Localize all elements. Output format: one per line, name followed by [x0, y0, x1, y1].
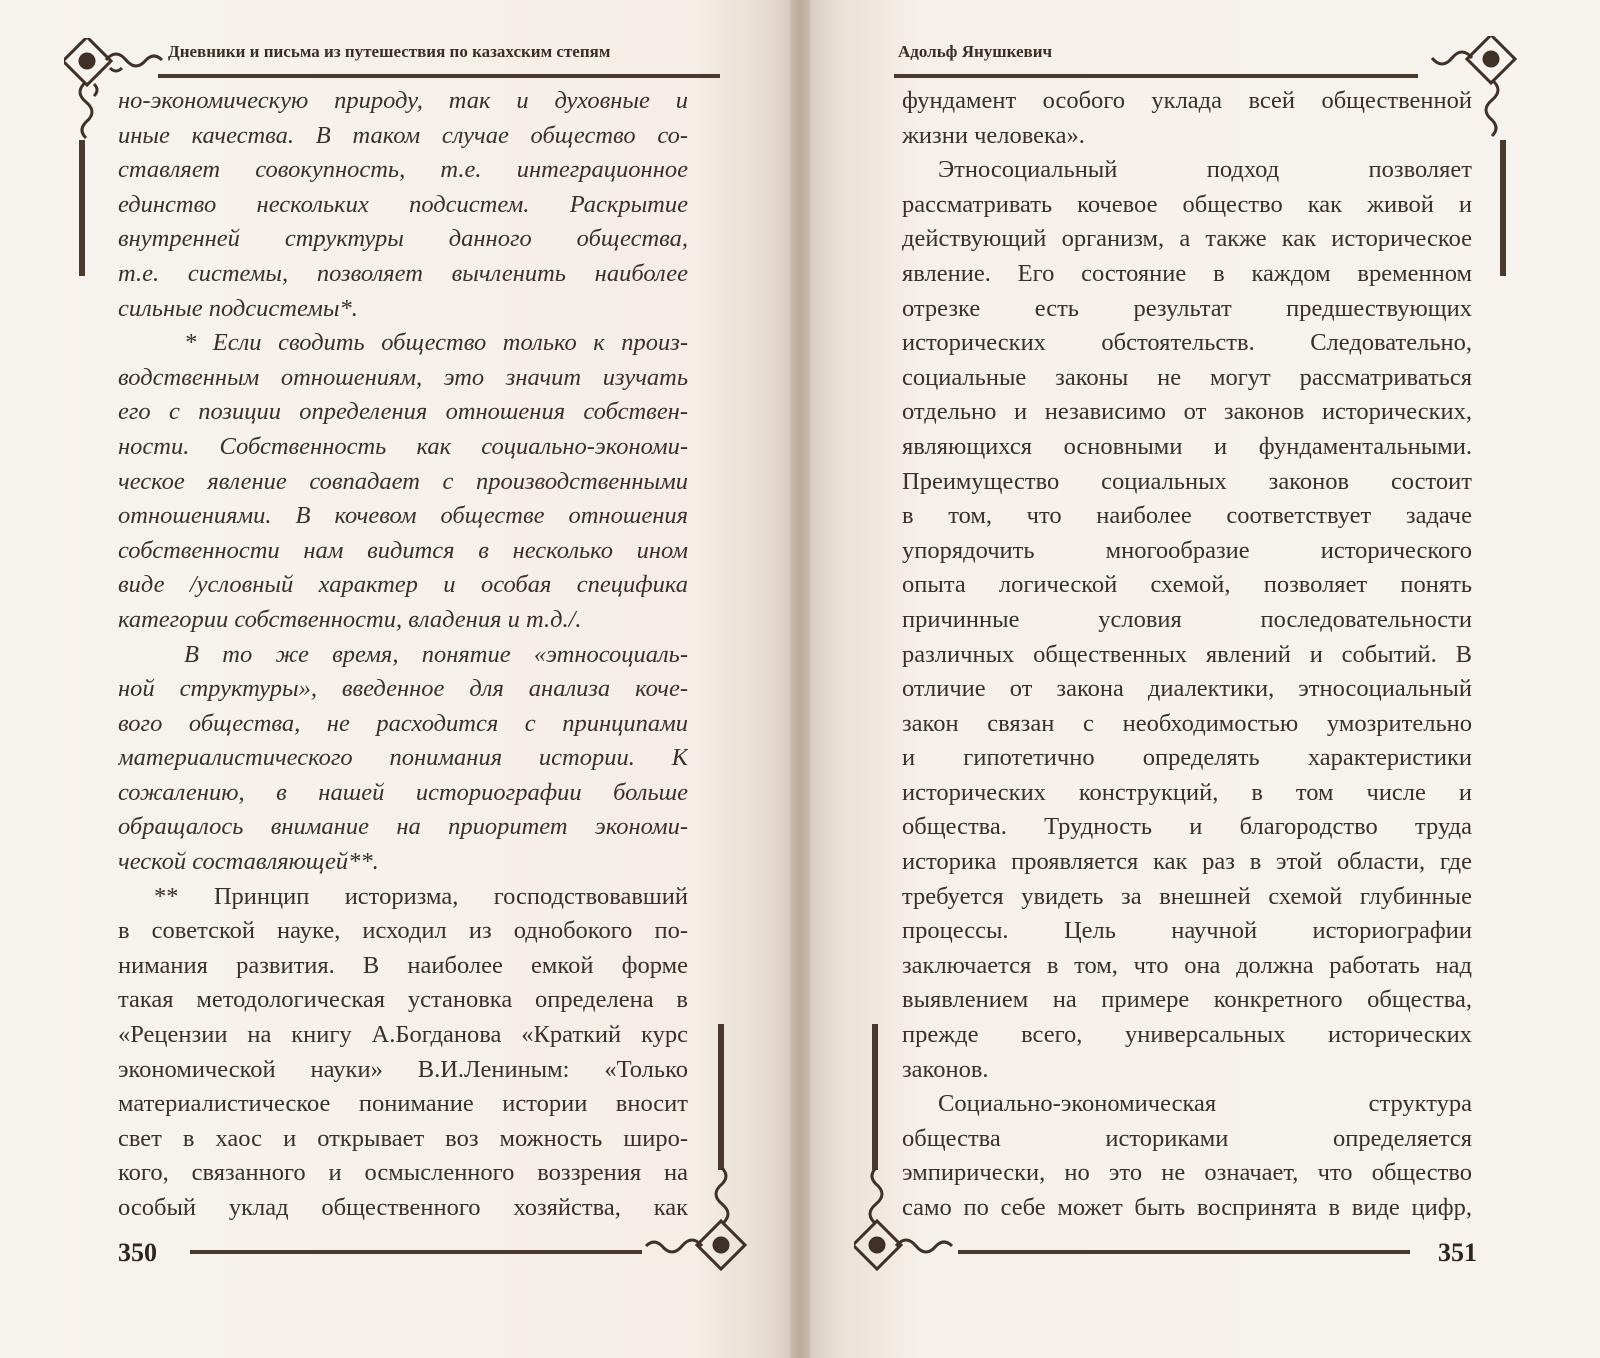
text-line: действующий организм, а также как историческое — [902, 225, 1472, 253]
text-line: свет в хаос и открывает воз можность широ- — [118, 1124, 688, 1152]
text-line: историка проявляется как раз в этой области, где — [902, 848, 1472, 876]
text-line: рассматривать кочевое общество как живой и — [902, 190, 1472, 218]
text-line: ставляет совокупность, т.е. интеграционное — [118, 156, 688, 184]
text-line: собственности нам видится в несколько ином — [118, 536, 688, 564]
text-line: само по себе может быть воспринята в виде цифр, — [902, 1194, 1472, 1221]
text-line: отличие от закона диалектики, этносоциальный — [902, 675, 1472, 703]
page-number: 350 — [118, 1238, 157, 1267]
text-line: * Если сводить общество только к произ- — [184, 329, 688, 357]
text-line: Преимущество социальных законов состоит — [902, 467, 1472, 495]
kazakh-ornament-icon — [640, 1164, 750, 1274]
margin-bar — [872, 1024, 878, 1170]
running-head: Адольф Янушкевич — [898, 42, 1053, 61]
text-line: являющихся основными и фундаментальными. — [902, 432, 1472, 460]
text-line: единство нескольких подсистем. Раскрытие — [118, 190, 688, 218]
text-line: «Рецензии на книгу А.Богданова «Краткий курс — [118, 1021, 688, 1049]
text-line: ческой составляющей**. — [118, 848, 379, 876]
text-line: общества. Трудность и благородство труда — [902, 813, 1472, 841]
text-line: виде /условный характер и особая специфика — [118, 571, 688, 599]
margin-bar — [79, 140, 85, 276]
text-line: заключается в том, что она должна работать над — [902, 951, 1472, 979]
text-line: обращалось внимание на приоритет экономи- — [118, 813, 688, 841]
text-line: внутренней структуры данного общества, — [118, 225, 688, 253]
text-line: явление. Его состояние в каждом временном — [902, 259, 1472, 287]
text-line: сильные подсистемы*. — [118, 294, 358, 322]
text-line: но-экономическую природу, так и духовные и — [118, 87, 688, 114]
text-line: ческое явление совпадает с производственными — [118, 467, 688, 495]
text-line: Этносоциальный подход позволяет — [938, 156, 1472, 184]
text-line: жизни человека». — [902, 121, 1085, 149]
margin-bar — [1500, 140, 1506, 276]
text-line: нимания развития. В наиболее емкой форме — [118, 951, 688, 979]
text-line: упорядочить многообразие исторического — [902, 536, 1472, 564]
text-line: социальные законы не могут рассматриваться — [902, 363, 1472, 391]
text-line: водственным отношениям, это значит изучать — [118, 363, 688, 391]
text-line: различных общественных явлений и событий. В — [902, 640, 1472, 668]
text-line: отдельно и независимо от законов исторических, — [902, 398, 1472, 426]
footer-rule — [190, 1250, 642, 1254]
text-line: отношениями. В кочевом обществе отношения — [118, 502, 688, 530]
text-line: кого, связанного и осмысленного воззрения на — [118, 1159, 688, 1187]
text-line: в советской науке, исходил из однобокого по- — [118, 917, 688, 945]
header-rule — [894, 74, 1418, 78]
text-line: отрезке есть результат предшествующих — [902, 294, 1472, 322]
text-line: его с позиции определения отношения собствен- — [118, 398, 688, 426]
text-line: общества историками определяется — [902, 1124, 1472, 1152]
text-line: сожалению, в нашей историографии больше — [118, 778, 688, 806]
kazakh-ornament-icon — [854, 1164, 964, 1274]
text-line: исторических конструкций, в том числе и — [902, 778, 1472, 806]
margin-bar — [718, 1024, 724, 1170]
header-rule — [158, 74, 720, 78]
text-line: материалистическое понимание истории вносит — [118, 1090, 688, 1118]
text-line: фундамент особого уклада всей общественной — [902, 87, 1472, 114]
text-line: категории собственности, владения и т.д./. — [118, 605, 582, 633]
text-line: материалистического понимания истории. К — [118, 744, 688, 772]
text-line: иные качества. В таком случае общество со- — [118, 121, 688, 149]
text-line: выявлением на примере конкретного общества, — [902, 986, 1472, 1014]
text-line: эмпирически, но это не означает, что общество — [902, 1159, 1472, 1187]
text-line: т.е. системы, позволяет вычленить наиболее — [118, 259, 688, 287]
text-line: Социально-экономическая структура — [938, 1090, 1472, 1118]
text-line: особый уклад общественного хозяйства, как — [118, 1194, 688, 1221]
text-line: закон связан с необходимостью умозрительно — [902, 709, 1472, 737]
text-line: процессы. Цель научной историографии — [902, 917, 1472, 945]
right-text-block — [902, 84, 1472, 1226]
left-text-block — [118, 84, 688, 1226]
right-page — [810, 0, 1600, 1358]
page-number: 351 — [1438, 1238, 1477, 1267]
text-line: и гипотетично определять характеристики — [902, 744, 1472, 772]
text-line: в том, что наиболее соответствует задаче — [902, 502, 1472, 530]
text-line: В то же время, понятие «этносоциаль- — [184, 640, 688, 668]
text-line: требуется увидеть за внешней схемой глубинные — [902, 882, 1472, 910]
text-line: ности. Собственность как социально-экономи- — [118, 432, 688, 460]
text-line: такая методологическая установка определена в — [118, 986, 688, 1014]
footer-rule — [958, 1250, 1410, 1254]
left-page — [0, 0, 790, 1358]
text-line: экономической науки» В.И.Лениным: «Только — [118, 1055, 688, 1083]
text-line: прежде всего, универсальных исторических — [902, 1021, 1472, 1049]
book-gutter — [790, 0, 810, 1358]
text-line: законов. — [902, 1055, 989, 1083]
text-line: опыта логической схемой, позволяет понять — [902, 571, 1472, 599]
running-head: Дневники и письма из путешествия по казахским степям — [168, 42, 611, 61]
text-line: исторических обстоятельств. Следовательно, — [902, 329, 1472, 357]
text-line: ной структуры», введенное для анализа коче- — [118, 675, 688, 703]
text-line: причинные условия последовательности — [902, 605, 1472, 633]
text-line: вого общества, не расходится с принципами — [118, 709, 688, 737]
text-line: ** Принцип историзма, господствовавший — [154, 882, 688, 910]
